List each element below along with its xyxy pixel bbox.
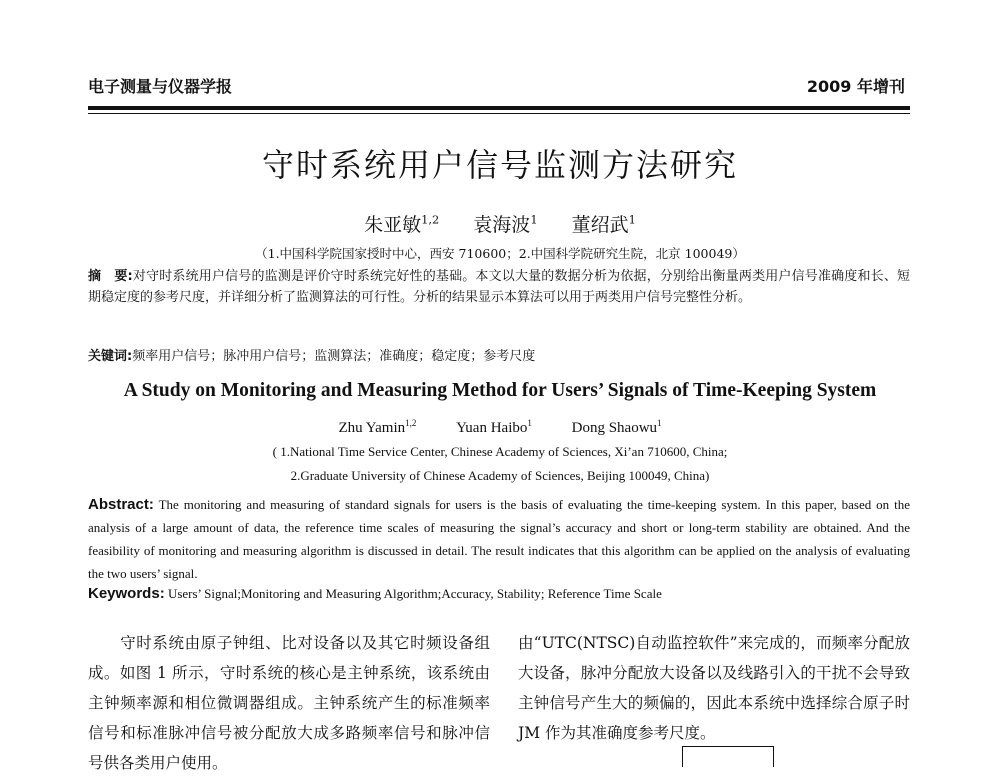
en-abstract-label: Abstract: [88,496,154,513]
cn-author: 董绍武$^1$ [571,212,636,236]
body-column-left: 守时系统由原子钟组、比对设备以及其它时频设备组成。如图 1 所示，守时系统的核心是主钟系统，该系统由主钟频率源和相位微调器组成。主钟系统产生的标准频率信号和标准脉冲信号被分配放大成多路频率信号和脉冲信号供各类用户使用。 [88,634,490,772]
journal-name: 电子测量与仪器学报 [88,77,233,96]
cn-abstract [88,266,910,308]
en-keywords-text: Users’ Signal;Monitoring and Measuring Algorithm;Accuracy, Stability; Reference Time Scale [167,586,662,601]
cn-affiliation: （1.中国科学院国家授时中心，西安 710600；2.中国科学院研究生院，北京 100049） [255,246,745,261]
en-abstract-text: The monitoring and measuring of standard signals for users is the basis of evaluating the time-keeping system. In this paper, based on the analysis of a large amount of data, the reference time scales of measuring the signal’s accuracy and short or long-term stability are obtained. And the feasibility of monitoring and measuring algorithm is discussed in detail. The result indicates that this algorithm can be applied on the analysis of evaluating the two users’ signal. [88,497,910,581]
cn-author: 袁海波$^1$ [473,212,538,236]
figure-frame-partial [682,746,774,767]
en-abstract [88,493,910,585]
en-authors [0,418,1000,437]
cn-keywords [88,345,910,364]
en-keywords-label: Keywords: [88,585,165,602]
en-paper-title: A Study on Monitoring and Measuring Method for Users’ Signals of Time-Keeping System [123,380,877,401]
cn-abstract-text: 对守时系统用户信号的监测是评价守时系统完好性的基础。本文以大量的数据分析为依据，分别给出衡量两类用户信号准确度和长、短期稳定度的参考尺度，并详细分析了监测算法的可行性。分析的结果显示本算法可以用于两类用户信号完整性分析。 [88,269,910,305]
cn-paper-title: 守时系统用户信号监测方法研究 [261,146,738,184]
en-author: Dong Shaowu$^1$ [571,418,662,436]
en-author: Zhu Yamin$^{1,2}$ [338,418,417,436]
cn-keywords-label: 关键词: [88,349,133,364]
en-keywords [88,585,910,602]
cn-abstract-label: 摘 要: [88,269,133,284]
en-author: Yuan Haibo$^1$ [456,418,532,436]
body-column-right: 由“UTC(NTSC)自动监控软件”来完成的，而频率分配放大设备，脉冲分配放大设备以及线路引入的干扰不会导致主钟信号产生大的频偏的，因此本系统中选择综合原子时 JM 作为其准确度参考尺度。 [518,634,910,742]
en-affiliation-1: ( 1.National Time Service Center, Chinese Academy of Sciences, Xi’an 710600, China; [272,444,728,459]
cn-author: 朱亚敏$^{1,2}$ [364,212,440,236]
issue-label: 2009 年增刊 [806,77,905,96]
header-rule-thin [88,113,910,114]
cn-authors [0,210,1000,237]
en-affiliation-2: 2.Graduate University of Chinese Academy of Sciences, Beijing 100049, China) [290,468,710,483]
header-rule-thick [88,106,910,110]
cn-keywords-text: 频率用户信号；脉冲用户信号；监测算法；准确度；稳定度；参考尺度 [132,349,536,364]
